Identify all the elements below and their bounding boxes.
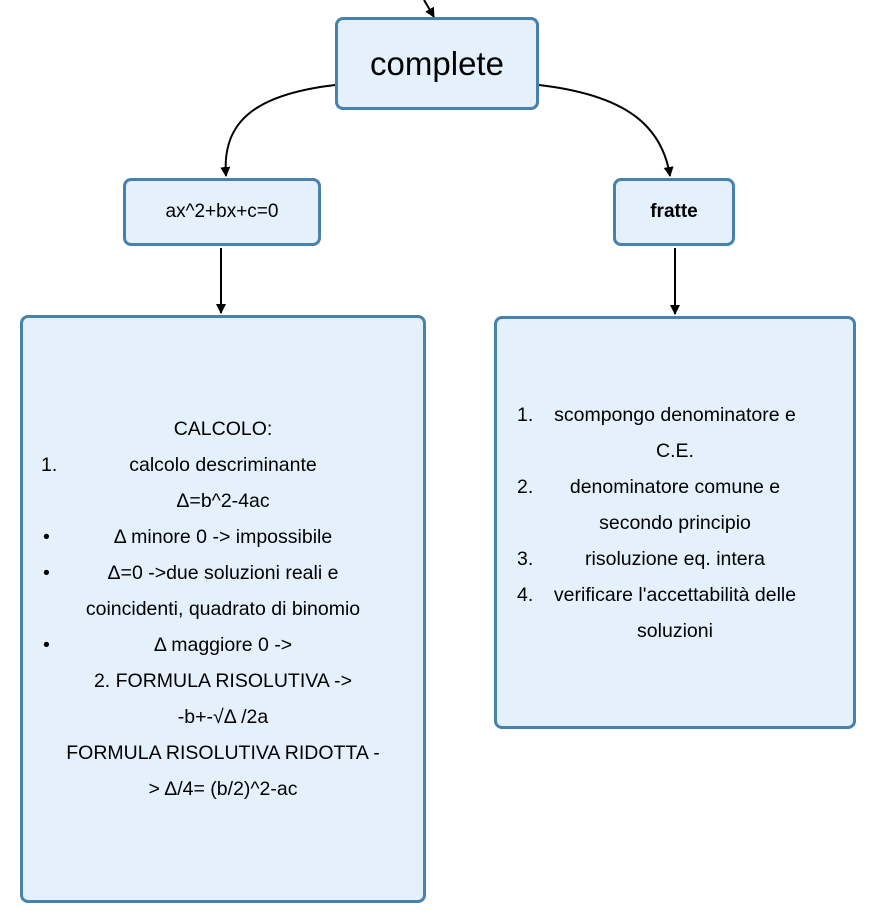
bullet-marker: • bbox=[43, 562, 50, 584]
complete-label: complete bbox=[370, 44, 504, 82]
bullet-1-text: Δ minore 0 -> impossibile bbox=[113, 526, 333, 548]
incoming-connector bbox=[424, 0, 434, 17]
fratte-step-3-number: 3. bbox=[517, 547, 534, 570]
bullet-marker: • bbox=[43, 634, 50, 656]
fratte-steps-content bbox=[497, 397, 853, 649]
bullet-2-text-a: Δ=0 ->due soluzioni reali e bbox=[107, 562, 339, 584]
complete-to-quad-connector bbox=[226, 85, 335, 176]
fratte-step-1-number: 1. bbox=[517, 403, 534, 426]
quadratic-equation-node[interactable] bbox=[123, 178, 321, 246]
fratte-step-1 bbox=[497, 397, 853, 433]
fratte-step-4-text-a: verificare l'accettabilità delle bbox=[553, 583, 797, 606]
fratte-step-2-number: 2. bbox=[517, 475, 534, 498]
resolving-formula: -b+-√Δ /2a bbox=[177, 706, 269, 728]
quadratic-equation-label: ax^2+bx+c=0 bbox=[165, 201, 279, 222]
step-1-number: 1. bbox=[41, 454, 58, 476]
bullet-2 bbox=[23, 555, 423, 591]
reduced-formula-b: > Δ/4= (b/2)^2-ac bbox=[148, 778, 298, 800]
bullet-3 bbox=[23, 627, 423, 663]
fratte-step-3-text: risoluzione eq. intera bbox=[585, 547, 765, 570]
fratte-node[interactable] bbox=[613, 178, 735, 246]
reduced-formula-a: FORMULA RISOLUTIVA RIDOTTA - bbox=[66, 742, 380, 764]
fratte-step-3 bbox=[497, 541, 853, 577]
fratte-steps-box[interactable] bbox=[494, 316, 856, 729]
fratte-step-1-text-a: scompongo denominatore e bbox=[554, 403, 796, 426]
step-2: 2. FORMULA RISOLUTIVA -> bbox=[93, 670, 353, 692]
complete-to-fratte-connector bbox=[539, 85, 670, 176]
calcolo-heading: CALCOLO: bbox=[173, 418, 273, 440]
calcolo-box[interactable] bbox=[20, 315, 426, 903]
fratte-step-4-continued: soluzioni bbox=[637, 619, 713, 642]
fratte-step-4-number: 4. bbox=[517, 583, 534, 606]
fratte-step-2-text-a: denominatore comune e bbox=[569, 475, 781, 498]
bullet-3-text: Δ maggiore 0 -> bbox=[153, 634, 293, 656]
fratte-step-4 bbox=[497, 577, 853, 613]
calcolo-content bbox=[23, 411, 423, 807]
fratte-step-2 bbox=[497, 469, 853, 505]
step-1-label: calcolo descriminante bbox=[129, 454, 317, 476]
bullet-1 bbox=[23, 519, 423, 555]
complete-node[interactable] bbox=[335, 17, 539, 110]
step-1 bbox=[23, 447, 423, 483]
fratte-step-2-continued: secondo principio bbox=[599, 511, 751, 534]
bullet-marker: • bbox=[43, 526, 50, 548]
discriminant-formula: Δ=b^2-4ac bbox=[176, 490, 270, 512]
fratte-label: fratte bbox=[650, 201, 698, 222]
fratte-step-1-continued: C.E. bbox=[656, 439, 694, 462]
bullet-2-continued: coincidenti, quadrato di binomio bbox=[85, 598, 361, 620]
